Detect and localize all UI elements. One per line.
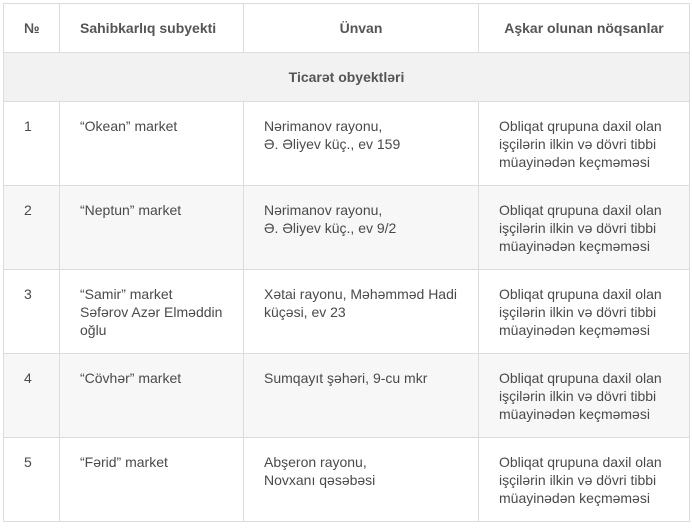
row-subject-line: Səfərov Azər Elməddin xyxy=(80,304,223,320)
row-address-line: Abşeron rayonu, xyxy=(264,454,367,470)
section-title: Ticarət obyektləri xyxy=(4,53,690,102)
row-address-line: Sumqayıt şəhəri, 9-cu mkr xyxy=(264,370,428,386)
row-findings-line: müayinədən keçməməsi xyxy=(499,490,650,506)
row-subject xyxy=(60,186,244,270)
table-row xyxy=(4,270,690,354)
row-findings-line: müayinədən keçməməsi xyxy=(499,154,650,170)
row-findings-line: Obliqat qrupuna daxil olan xyxy=(499,286,662,302)
row-address xyxy=(244,102,479,186)
row-number: 3 xyxy=(4,270,60,354)
table-row xyxy=(4,186,690,270)
row-address-line: Ə. Əliyev küç., ev 159 xyxy=(264,136,401,152)
row-findings-line: işçilərin ilkin və dövri tibbi xyxy=(499,388,657,404)
row-findings-line: işçilərin ilkin və dövri tibbi xyxy=(499,220,657,236)
row-address-line: Nərimanov rayonu, xyxy=(264,202,383,218)
row-findings-line: müayinədən keçməməsi xyxy=(499,238,650,254)
row-address-line: Nərimanov rayonu, xyxy=(264,118,383,134)
row-subject-line: “Neptun” market xyxy=(80,202,182,218)
row-findings-line: işçilərin ilkin və dövri tibbi xyxy=(499,472,657,488)
row-subject-line: “Cövhər” market xyxy=(80,370,182,386)
row-address-line: Novxanı qəsəbəsi xyxy=(264,472,376,488)
table-row xyxy=(4,354,690,438)
header-address: Ünvan xyxy=(244,4,479,53)
row-subject-line: “Samir” market xyxy=(80,286,173,302)
inspection-results-table xyxy=(3,3,690,522)
row-number: 1 xyxy=(4,102,60,186)
row-number: 5 xyxy=(4,438,60,522)
row-subject-line: oğlu xyxy=(80,322,107,338)
row-findings-line: Obliqat qrupuna daxil olan xyxy=(499,202,662,218)
table-row xyxy=(4,102,690,186)
row-findings xyxy=(479,270,690,354)
row-number: 2 xyxy=(4,186,60,270)
section-row xyxy=(4,53,690,102)
row-findings-line: işçilərin ilkin və dövri tibbi xyxy=(499,136,657,152)
row-findings xyxy=(479,438,690,522)
row-subject-line: “Okean” market xyxy=(80,118,178,134)
row-address xyxy=(244,438,479,522)
row-subject xyxy=(60,270,244,354)
row-findings-line: işçilərin ilkin və dövri tibbi xyxy=(499,304,657,320)
row-subject xyxy=(60,102,244,186)
row-subject-line: “Fərid” market xyxy=(80,454,168,470)
row-findings-line: Obliqat qrupuna daxil olan xyxy=(499,370,662,386)
header-number: № xyxy=(4,4,60,53)
row-subject xyxy=(60,438,244,522)
header-findings: Aşkar olunan nöqsanlar xyxy=(479,4,690,53)
row-findings xyxy=(479,354,690,438)
header-subject: Sahibkarlıq subyekti xyxy=(60,4,244,53)
row-findings xyxy=(479,186,690,270)
row-findings-line: Obliqat qrupuna daxil olan xyxy=(499,118,662,134)
row-findings-line: Obliqat qrupuna daxil olan xyxy=(499,454,662,470)
table-header xyxy=(4,4,690,53)
header-row xyxy=(4,4,690,53)
row-findings-line: müayinədən keçməməsi xyxy=(499,322,650,338)
row-number: 4 xyxy=(4,354,60,438)
row-address-line: Ə. Əliyev küç., ev 9/2 xyxy=(264,220,397,236)
row-address xyxy=(244,186,479,270)
row-address-line: küçəsi, ev 23 xyxy=(264,304,346,320)
row-address xyxy=(244,270,479,354)
row-subject xyxy=(60,354,244,438)
row-address-line: Xətai rayonu, Məhəmməd Hadi xyxy=(264,286,457,302)
table-body xyxy=(4,53,690,522)
row-findings xyxy=(479,102,690,186)
row-findings-line: müayinədən keçməməsi xyxy=(499,406,650,422)
row-address xyxy=(244,354,479,438)
table-row xyxy=(4,438,690,522)
